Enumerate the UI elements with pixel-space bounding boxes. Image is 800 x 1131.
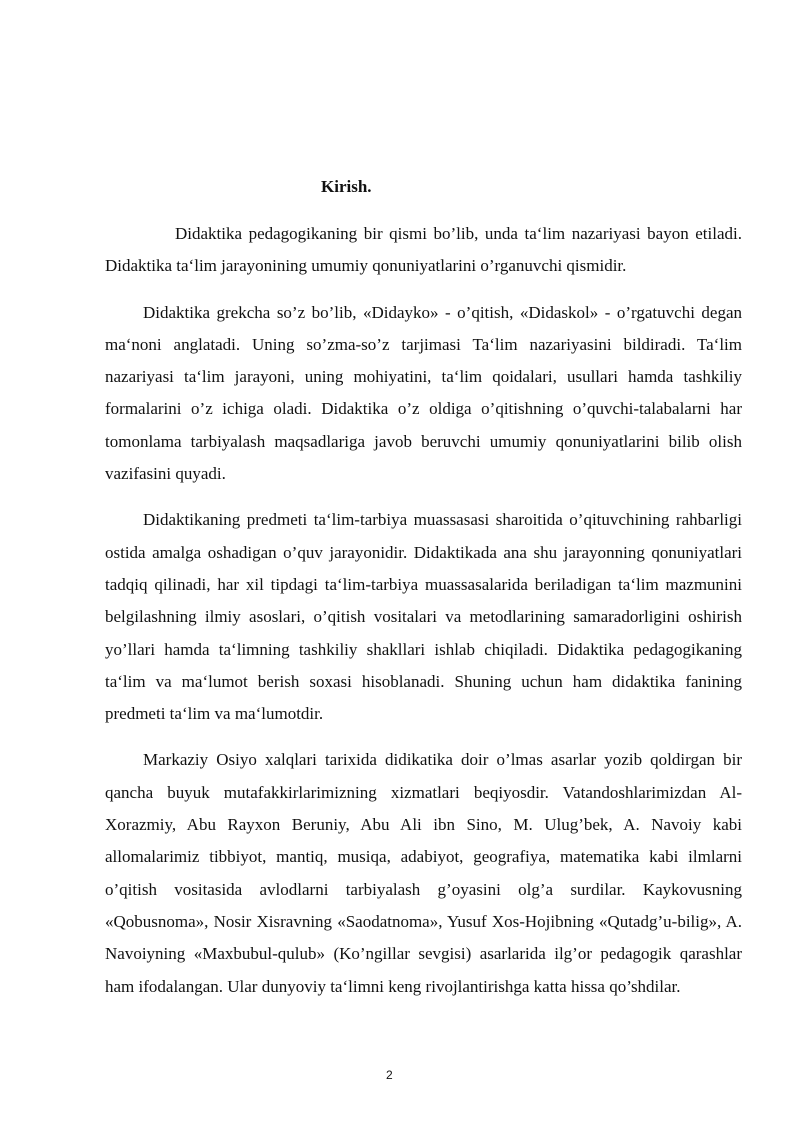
paragraph-3: Didaktikaning predmeti ta‘lim-tarbiya muassasasi sharoitida o’qituvchining rahbarligi ostida amalga oshadigan o’quv jarayonidir. Didaktikada ana shu jarayonning qonuniyatlari tadqiq qilinadi, har xil tipdagi ta‘lim-tarbiya muassasalarida beriladigan ta‘lim mazmunini belgilashning ilmiy asoslari, o’qitish vositalari va metodlarining samaradorligini oshirish yo’llari hamda ta‘limning tashkiliy shakllari ishlab chiqiladi. Didaktika pedagogikaning ta‘lim va ma‘lumot berish soxasi hisoblanadi. Shuning uchun ham didaktika fanining predmeti ta‘lim va ma‘lumotdir.	[105, 510, 742, 724]
page-number: 2	[386, 1068, 393, 1082]
body-text	[105, 218, 742, 1003]
paragraph-2: Didaktika grekcha so’z bo’lib, «Didayko» - o’qitish, «Didaskol» - o’rgatuvchi degan ma‘noni anglatadi. Uning so’zma-so’z tarjimasi Ta‘lim nazariyasini bildiradi. Ta‘lim nazariyasi ta‘lim jarayoni, uning mohiyatini, ta‘lim qoidalari, usullari hamda tashkiliy formalarini o’z ichiga oladi. Didaktika o’z oldiga o’qitishning o’quvchi-talabalarni har tomonlama tarbiyalash maqsadlariga javob beruvchi umumiy qonuniyatlarini bilib olish vazifasini quyadi.	[105, 302, 742, 484]
page-title: Kirish.	[321, 177, 372, 196]
paragraph-1: Didaktika pedagogikaning bir qismi bo’lib, unda ta‘lim nazariyasi bayon etiladi. Didaktika ta‘lim jarayonining umumiy qonuniyatlarini o’rganuvchi qismidir.	[105, 224, 742, 276]
paragraph-4: Markaziy Osiyo xalqlari tarixida didikatika doir o’lmas asarlar yozib qoldirgan bir qancha buyuk mutafakkirlarimizning xizmatlari beqiyosdir. Vatandoshlarimizdan Al-Xorazmiy, Abu Rayxon Beruniy, Abu Ali ibn Sino, M. Ulug’bek, A. Navoiy kabi allomalarimiz tibbiyot, mantiq, musiqa, adabiyot, geografiya, matematika kabi ilmlarni o’qitish vositasida avlodlarni tarbiyalash g’oyasini olg’a surdilar. Kaykovusning «Qobusnoma», Nosir Xisravning «Saodatnoma», Yusuf Xos-Hojibning «Qutadg’u-bilig», A. Navoiyning «Maxbubul-qulub» (Ko’ngillar sevgisi) asarlarida ilg’or pedagogik qarashlar ham ifodalangan. Ular dunyoviy ta‘limni keng rivojlantirishga katta hissa qo’shdilar.	[105, 750, 742, 996]
